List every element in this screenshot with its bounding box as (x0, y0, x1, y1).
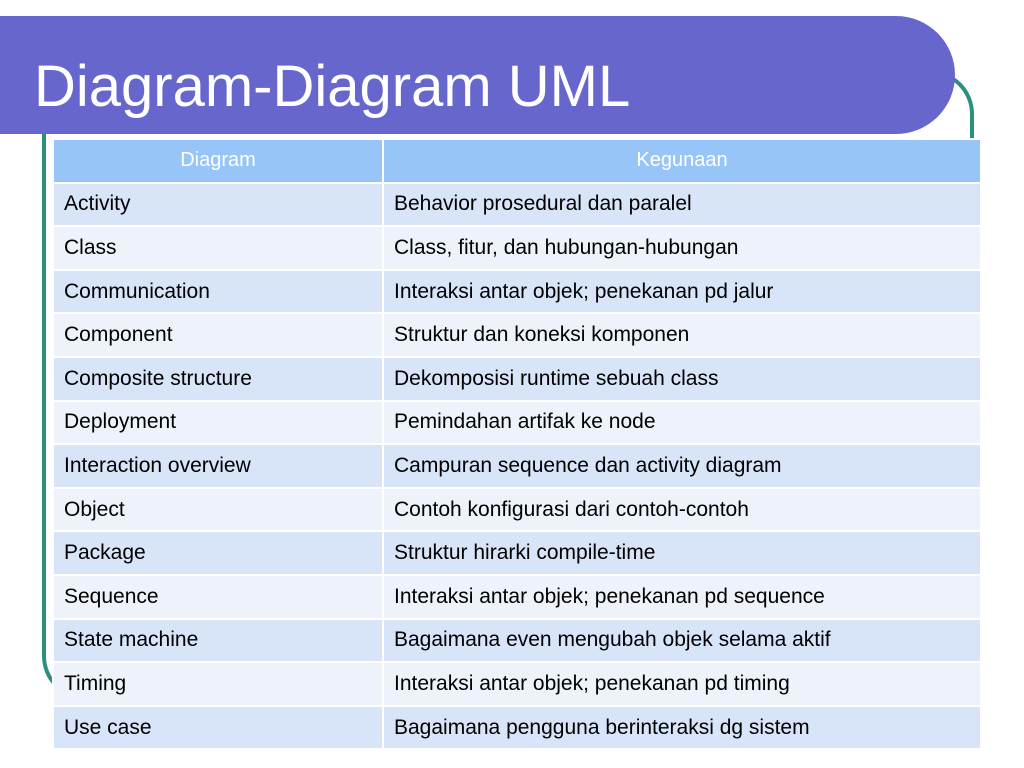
purpose-cell: Interaksi antar objek; penekanan pd sequence (383, 575, 981, 619)
header-kegunaan: Kegunaan (383, 139, 981, 183)
purpose-cell: Class, fitur, dan hubungan-hubungan (383, 226, 981, 270)
purpose-cell: Contoh konfigurasi dari contoh-contoh (383, 488, 981, 532)
table-row (53, 270, 981, 314)
purpose-cell: Interaksi antar objek; penekanan pd timing (383, 662, 981, 706)
diagram-cell: Deployment (53, 401, 383, 445)
diagram-cell: Component (53, 313, 383, 357)
purpose-cell: Campuran sequence dan activity diagram (383, 444, 981, 488)
purpose-cell: Pemindahan artifak ke node (383, 401, 981, 445)
diagram-cell: Use case (53, 706, 383, 750)
purpose-cell: Bagaimana even mengubah objek selama aktif (383, 619, 981, 663)
title-banner (0, 16, 955, 134)
table-row (53, 444, 981, 488)
diagram-cell: Package (53, 531, 383, 575)
header-diagram: Diagram (53, 139, 383, 183)
purpose-cell: Interaksi antar objek; penekanan pd jalur (383, 270, 981, 314)
table-row (53, 706, 981, 750)
diagram-cell: Class (53, 226, 383, 270)
table-row (53, 226, 981, 270)
diagram-cell: Composite structure (53, 357, 383, 401)
diagram-cell: Activity (53, 183, 383, 227)
table-row (53, 488, 981, 532)
table-row (53, 531, 981, 575)
purpose-cell: Bagaimana pengguna berinteraksi dg sistem (383, 706, 981, 750)
purpose-cell: Behavior prosedural dan paralel (383, 183, 981, 227)
diagram-cell: Interaction overview (53, 444, 383, 488)
diagram-cell: Object (53, 488, 383, 532)
diagram-cell: Communication (53, 270, 383, 314)
table-row (53, 575, 981, 619)
table-row (53, 662, 981, 706)
diagram-cell: Sequence (53, 575, 383, 619)
table-row (53, 183, 981, 227)
table-row (53, 619, 981, 663)
table-row (53, 313, 981, 357)
diagram-cell: Timing (53, 662, 383, 706)
purpose-cell: Dekomposisi runtime sebuah class (383, 357, 981, 401)
table-row (53, 357, 981, 401)
purpose-cell: Struktur dan koneksi komponen (383, 313, 981, 357)
diagram-cell: State machine (53, 619, 383, 663)
table-header-row (53, 139, 981, 183)
uml-diagram-table (52, 138, 982, 750)
purpose-cell: Struktur hirarki compile-time (383, 531, 981, 575)
slide-title: Diagram-Diagram UML (34, 54, 631, 119)
table-row (53, 401, 981, 445)
